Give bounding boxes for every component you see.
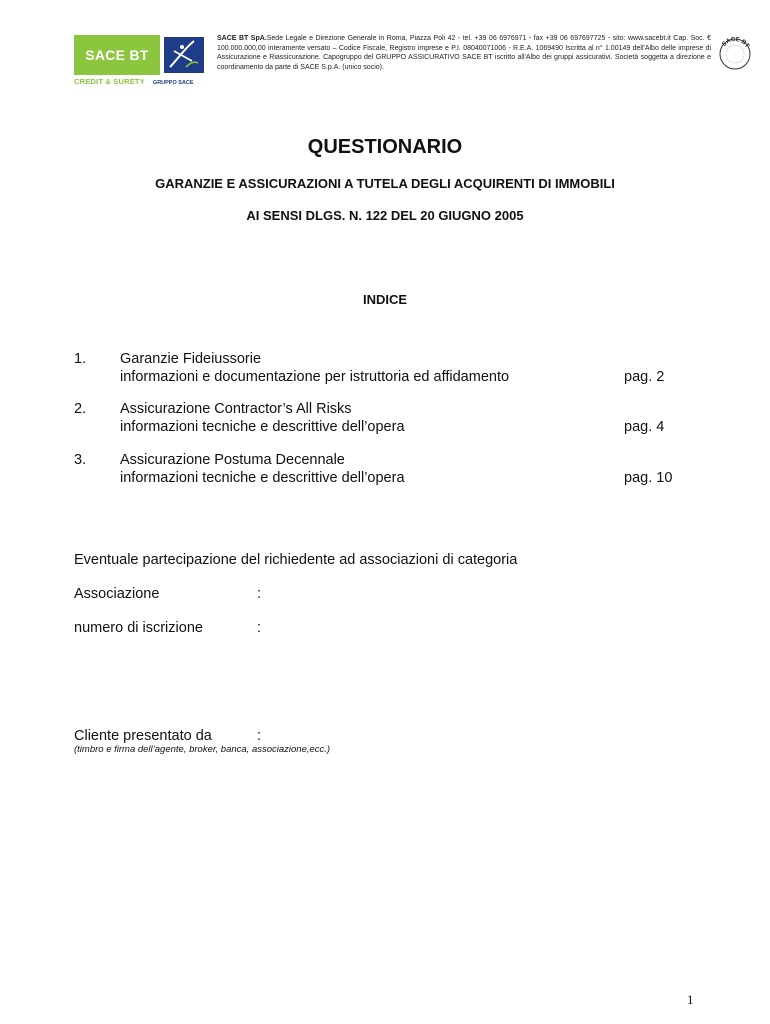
toc-number: 3. — [74, 452, 87, 468]
logo-tagline: CREDIT & SURETY — [74, 77, 145, 86]
association-colon: : — [257, 586, 262, 602]
document-subtitle: GARANZIE E ASSICURAZIONI A TUTELA DEGLI ACQUIRENTI DI IMMOBILI — [155, 176, 615, 191]
registration-label: numero di iscrizione — [74, 620, 203, 636]
law-reference: AI SENSI DLGS. N. 122 DEL 20 GIUGNO 2005 — [246, 208, 524, 223]
company-seal — [716, 37, 754, 76]
toc-title: Garanzie Fideiussorie — [120, 351, 262, 367]
logo-group: GRUPPO SACE — [152, 80, 194, 86]
participation-text: Eventuale partecipazione del richiedente ad associazioni di categoria — [74, 552, 518, 568]
toc-page: pag. 2 — [624, 369, 665, 385]
company-info — [217, 34, 711, 72]
registration-colon: : — [257, 620, 262, 636]
document-title: QUESTIONARIO — [307, 136, 463, 158]
client-colon: : — [257, 728, 262, 744]
toc-number: 2. — [74, 401, 87, 417]
toc-description: informazioni tecniche e descrittive dell’opera — [120, 419, 405, 435]
company-name: SACE BT SpA. — [217, 35, 267, 42]
client-note: (timbro e firma dell’agente, broker, banca, associazione,ecc.) — [74, 744, 331, 755]
sace-bt-logo — [74, 35, 208, 87]
toc-number: 1. — [74, 351, 87, 367]
seal-text: SACE BT — [721, 37, 750, 50]
seal-stamp-icon — [716, 37, 754, 71]
toc-page: pag. 10 — [624, 470, 673, 486]
toc-title: Assicurazione Contractor’s All Risks — [120, 401, 352, 417]
toc-description: informazioni tecniche e descrittive dell’opera — [120, 470, 405, 486]
toc-page: pag. 4 — [624, 419, 665, 435]
association-label: Associazione — [74, 586, 160, 602]
index-heading: INDICE — [362, 292, 408, 307]
client-label: Cliente presentato da — [74, 728, 212, 744]
toc-description: informazioni e documentazione per istruttoria ed affidamento — [120, 369, 510, 385]
page-number: 1 — [687, 992, 694, 1007]
logo-emblem-icon — [160, 35, 204, 75]
toc-title: Assicurazione Postuma Decennale — [120, 452, 345, 468]
company-details: Sede Legale e Direzione Generale in Roma, Piazza Poli 42 - tel. +39 06 6976971 - fax +39 06 697697725 - sito: www.sacebt.it Cap. Soc. € 100.000.000,00 interamente versato – Codice Fiscale, Registro imprese e P.I. 08040071006 - R.E.A. 1069490 Iscritta al n° 1.00149 dell'Albo delle imprese di Assicurazione e Riassicurazione. Capogruppo del GRUPPO ASSICURATIVO SACE BT iscritto all'Albo dei gruppi assicurativi. Società soggetta a direzione e coordinamento da parte di SACE S.p.A. (unico socio). — [217, 35, 711, 71]
logo-brand: SACE BT — [74, 35, 160, 75]
